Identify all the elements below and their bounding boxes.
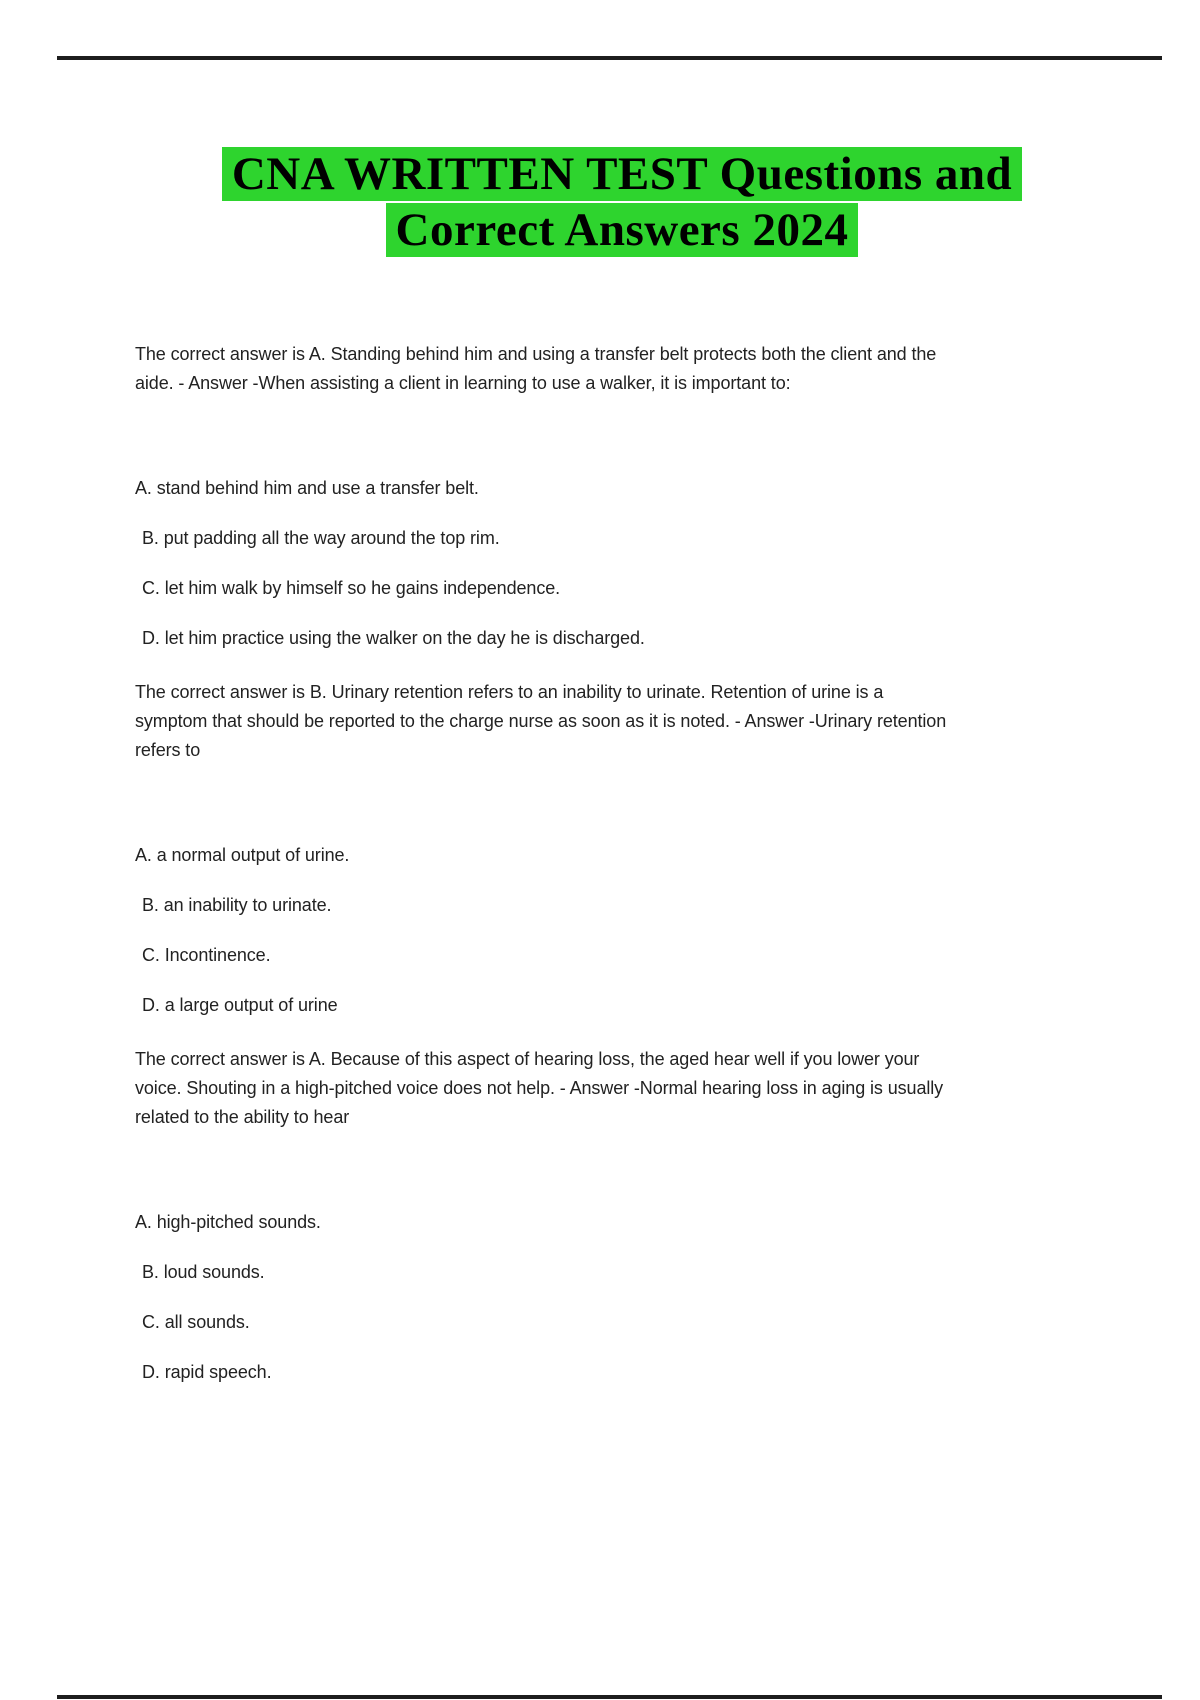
options-list bbox=[135, 841, 1075, 1020]
explanation-line: symptom that should be reported to the charge nurse as soon as it is noted. - Answer -Urinary retention bbox=[135, 711, 947, 731]
options-list bbox=[135, 474, 1075, 653]
option-b: B. an inability to urinate. bbox=[142, 895, 332, 915]
explanation-line: refers to bbox=[135, 740, 201, 760]
question-block-3 bbox=[135, 1045, 1075, 1387]
title-line-1: CNA WRITTEN TEST Questions and bbox=[222, 147, 1022, 201]
explanation-line: The correct answer is A. Standing behind him and using a transfer belt protects both the client and the bbox=[135, 344, 937, 364]
option-c: C. all sounds. bbox=[142, 1312, 250, 1332]
option-c: C. let him walk by himself so he gains independence. bbox=[142, 578, 561, 598]
question-block-1 bbox=[135, 340, 1075, 653]
option-a: A. high-pitched sounds. bbox=[135, 1212, 321, 1232]
option-a: A. a normal output of urine. bbox=[135, 845, 350, 865]
option-a: A. stand behind him and use a transfer belt. bbox=[135, 478, 479, 498]
answer-explanation bbox=[135, 340, 1075, 398]
title-line-2: Correct Answers 2024 bbox=[386, 203, 859, 257]
option-b: B. put padding all the way around the top rim. bbox=[142, 528, 500, 548]
document-title bbox=[22, 146, 1200, 258]
option-c: C. Incontinence. bbox=[142, 945, 271, 965]
answer-explanation bbox=[135, 1045, 1075, 1132]
options-list bbox=[135, 1208, 1075, 1387]
top-rule bbox=[57, 56, 1162, 60]
option-d: D. rapid speech. bbox=[142, 1362, 272, 1382]
explanation-line: The correct answer is B. Urinary retention refers to an inability to urinate. Retention of urine is a bbox=[135, 682, 884, 702]
explanation-line: voice. Shouting in a high-pitched voice does not help. - Answer -Normal hearing loss in aging is usually bbox=[135, 1078, 944, 1098]
explanation-line: related to the ability to hear bbox=[135, 1107, 350, 1127]
explanation-line: aide. - Answer -When assisting a client in learning to use a walker, it is important to: bbox=[135, 373, 791, 393]
option-b: B. loud sounds. bbox=[142, 1262, 265, 1282]
answer-explanation bbox=[135, 678, 1075, 765]
document-body bbox=[135, 340, 1075, 1387]
explanation-line: The correct answer is A. Because of this aspect of hearing loss, the aged hear well if you lower your bbox=[135, 1049, 920, 1069]
bottom-rule bbox=[57, 1695, 1162, 1699]
option-d: D. let him practice using the walker on the day he is discharged. bbox=[142, 628, 645, 648]
option-d: D. a large output of urine bbox=[142, 995, 338, 1015]
question-block-2 bbox=[135, 678, 1075, 1020]
